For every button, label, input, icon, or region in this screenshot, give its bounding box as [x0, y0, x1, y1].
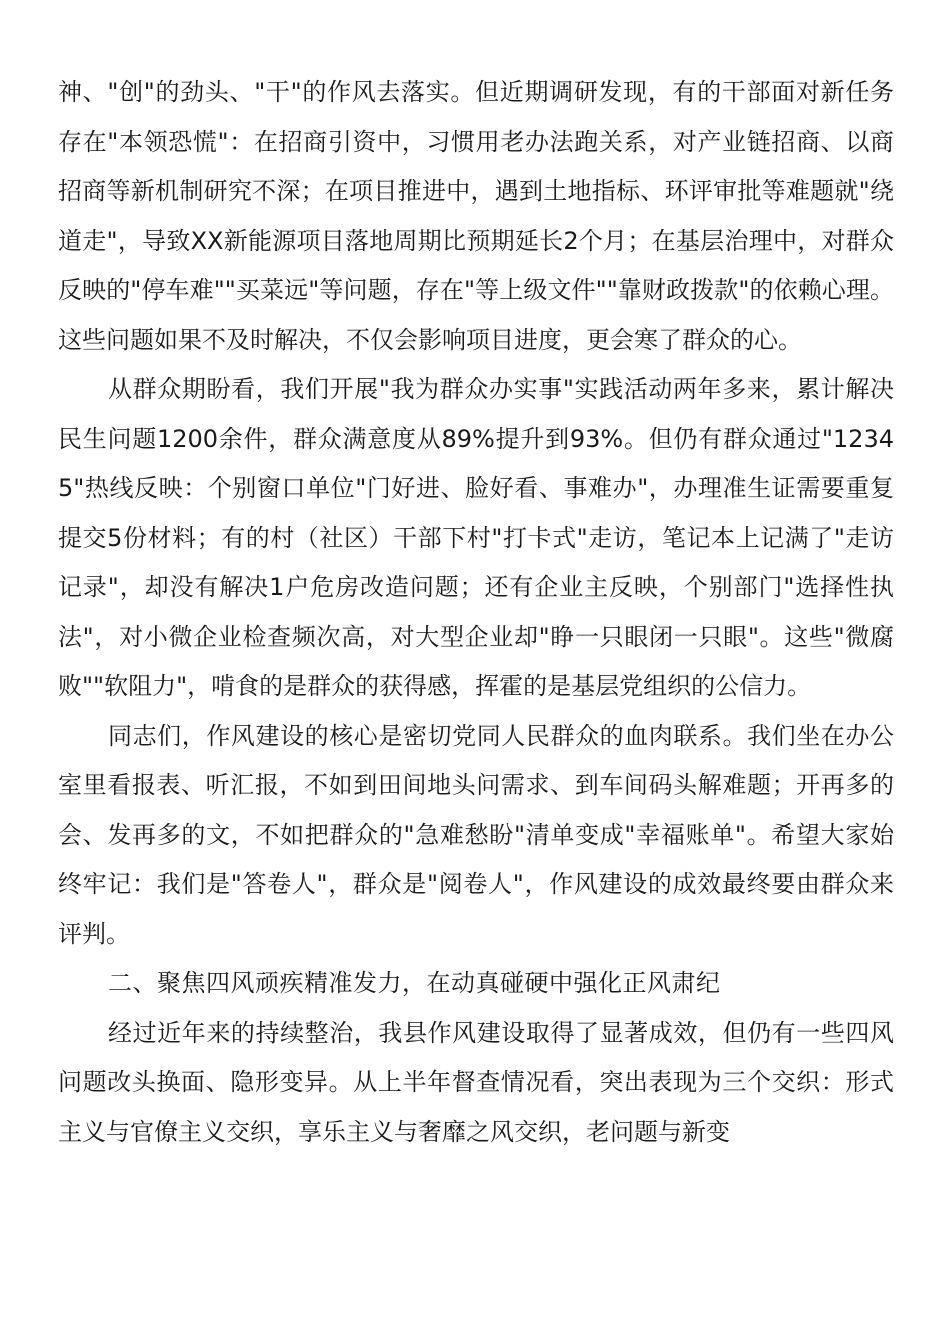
- paragraph-rectification: 经过近年来的持续整治，我县作风建设取得了显著成效，但仍有一些四风问题改头换面、隐形变异。从上半年督查情况看，突出表现为三个交织：形式主义与官僚主义交织，享乐主义与奢靡之风交织，老问题与新变: [58, 1018, 894, 1146]
- paragraph-public-expectations: 从群众期盼看，我们开展"我为群众办实事"实践活动两年多来，累计解决民生问题1200余件，群众满意度从89%提升到93%。但仍有群众通过"12345"热线反映：个别窗口单位"门好进、脸好看、事难办"，办理准生证需要重复提交5份材料；有的村（社区）干部下村"打卡式"走访，笔记本上记满了"走访记录"，却没有解决1户危房改造问题；还有企业主反映，个别部门"选择性执法"，对小微企业检查频次高，对大型企业却"睁一只眼闭一只眼"。这些"微腐败""软阻力"，啃食的是群众的获得感，挥霍的是基层党组织的公信力。: [58, 375, 894, 700]
- paragraph-continuation: 神、"创"的劲头、"干"的作风去落实。但近期调研发现，有的干部面对新任务存在"本领恐慌"：在招商引资中，习惯用老办法跑关系，对产业链招商、以商招商等新机制研究不深；在项目推进中，遇到土地指标、环评审批等难题就"绕道走"，导致XX新能源项目落地周期比预期延长2个月；在基层治理中，对群众反映的"停车难""买菜远"等问题，存在"等上级文件""靠财政拨款"的依赖心理。这些问题如果不及时解决，不仅会影响项目进度，更会寒了群众的心。: [58, 78, 894, 354]
- document-body: [58, 68, 894, 1157]
- paragraph-comrades-appeal: 同志们，作风建设的核心是密切党同人民群众的血肉联系。我们坐在办公室里看报表、听汇报，不如到田间地头问需求、到车间码头解难题；开再多的会、发再多的文，不如把群众的"急难愁盼"清单变成"幸福账单"。希望大家始终牢记：我们是"答卷人"，群众是"阅卷人"，作风建设的成效最终要由群众来评判。: [58, 721, 894, 948]
- section-heading: 二、聚焦四风顽疾精准发力，在动真碰硬中强化正风肃纪: [108, 969, 721, 997]
